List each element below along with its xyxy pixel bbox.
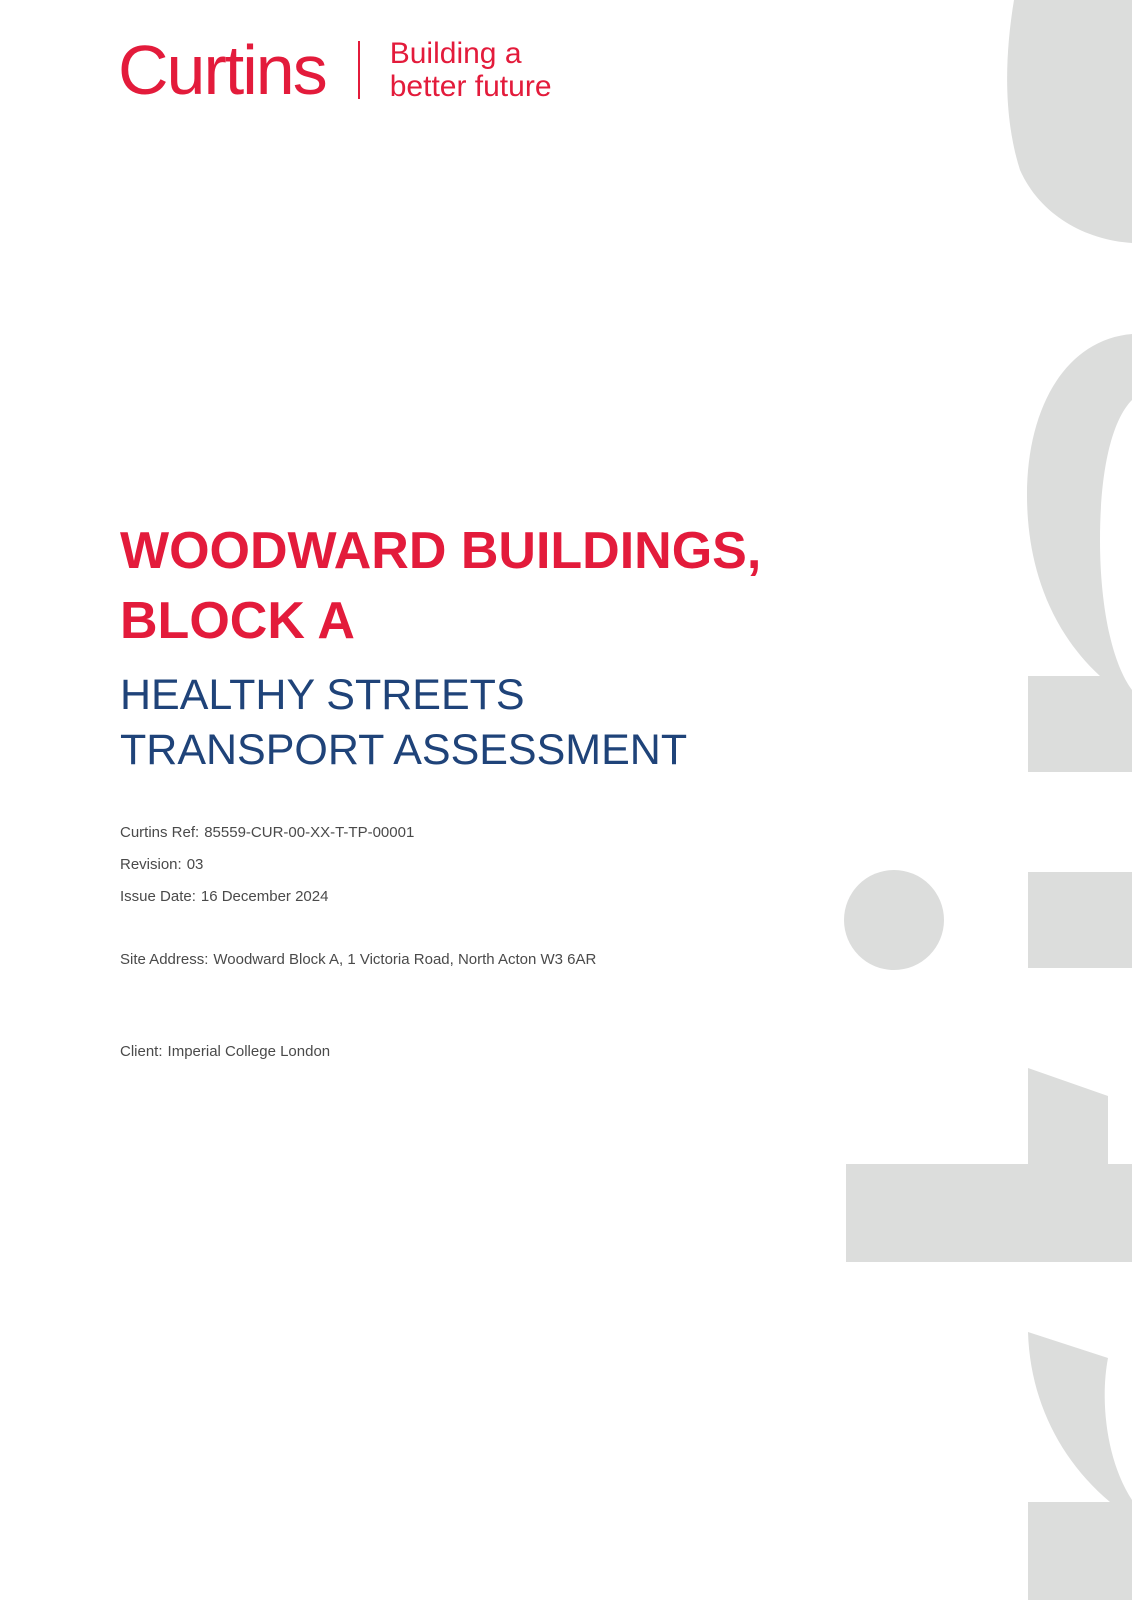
issue-date-label: Issue Date: <box>120 888 196 905</box>
logo-wordmark: Curtins <box>118 31 326 109</box>
logo-tagline-line1: Building a <box>389 37 522 70</box>
curtins-logo <box>118 30 552 110</box>
logo-divider <box>358 41 360 99</box>
document-subtitle-line1: HEALTHY STREETS <box>120 671 525 719</box>
revision <box>120 856 203 873</box>
logo-tagline-line2: better future <box>389 70 552 103</box>
issue-date-value: 16 December 2024 <box>200 888 329 905</box>
document-subtitle-line2: TRANSPORT ASSESSMENT <box>120 726 688 774</box>
site-address <box>120 951 596 968</box>
curtins-ref-label: Curtins Ref: <box>120 824 200 841</box>
issue-date <box>120 888 328 905</box>
document-subtitle <box>120 668 820 778</box>
curtins-ref-value: 85559-CUR-00-XX-T-TP-00001 <box>204 824 415 841</box>
revision-label: Revision: <box>120 856 182 873</box>
document-title <box>120 516 840 656</box>
curtins-ref <box>120 824 414 841</box>
document-title-line2: BLOCK A <box>120 592 355 650</box>
site-address-value: Woodward Block A, 1 Victoria Road, North Acton W3 6AR <box>213 951 597 968</box>
decor-curve-middle <box>1027 334 1132 772</box>
client-value: Imperial College London <box>167 1043 331 1060</box>
revision-value: 03 <box>186 856 204 873</box>
logo-tagline <box>390 37 552 103</box>
decor-shape-bottom <box>1028 1332 1132 1600</box>
document-title-line1: WOODWARD BUILDINGS, <box>120 522 762 580</box>
decor-arc-top <box>1007 0 1132 243</box>
site-address-label: Site Address: <box>120 951 209 968</box>
decor-dot <box>844 870 944 970</box>
decor-letter-t <box>846 1068 1132 1262</box>
decor-bar-i <box>1028 872 1132 968</box>
client-label: Client: <box>120 1043 163 1060</box>
client <box>120 1043 330 1060</box>
